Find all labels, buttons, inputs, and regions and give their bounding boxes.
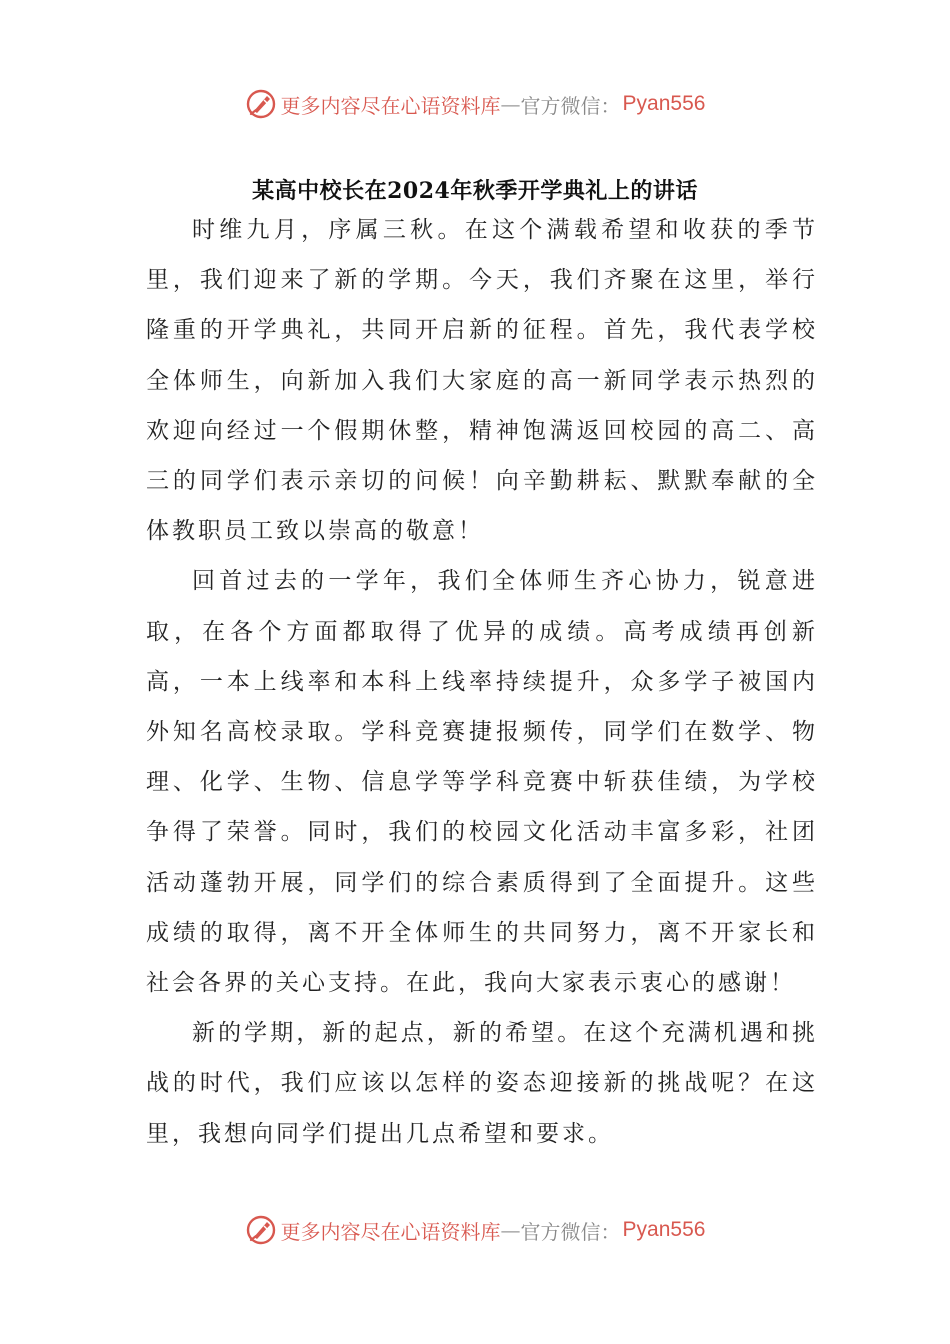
- quill-pen-icon: [245, 88, 277, 120]
- paragraph-2: 回首过去的一学年，我们全体师生齐心协力，锐意进取，在各个方面都取得了优异的成绩。高考成绩再创新高，一本上线率和本科上线率持续提升，众多学子被国内外知名高校录取。学科竞赛捷报频传，同学们在数学、物理、化学、生物、信息学等学科竞赛中斩获佳绩，为学校争得了荣誉。同时，我们的校园文化活动丰富多彩，社团活动蓬勃开展，同学们的综合素质得到了全面提升。这些成绩的取得，离不开全体师生的共同努力，离不开家长和社会各界的关心支持。在此，我向大家表示衷心的感谢！: [146, 568, 818, 997]
- banner-wechat-id: Pyan556: [622, 1218, 706, 1241]
- header-banner: [0, 84, 950, 124]
- banner-separator: —: [500, 1218, 521, 1242]
- quill-pen-icon: [245, 1214, 277, 1246]
- banner-wechat-id: Pyan556: [622, 92, 706, 115]
- paragraph-1: 时维九月，序属三秋。在这个满载希望和收获的季节里，我们迎来了新的学期。今天，我们齐聚在这里，举行隆重的开学典礼，共同开启新的征程。首先，我代表学校全体师生，向新加入我们大家庭的高一新同学表示热烈的欢迎向经过一个假期休整，精神饱满返回校园的高二、高三的同学们表示亲切的问候！向辛勤耕耘、默默奉献的全体教职员工致以崇高的敬意！: [146, 217, 818, 545]
- banner-separator: —: [500, 92, 521, 116]
- banner-site-name: 更多内容尽在心语资料库: [280, 1219, 501, 1244]
- paragraph-3: 新的学期，新的起点，新的希望。在这个充满机遇和挑战的时代，我们应该以怎样的姿态迎接新的挑战呢？在这里，我想向同学们提出几点希望和要求。: [146, 1020, 818, 1147]
- footer-banner: [0, 1210, 950, 1250]
- banner-site-name: 更多内容尽在心语资料库: [280, 93, 501, 118]
- document-body: [146, 205, 818, 1159]
- banner-official-label: 官方微信：: [520, 1219, 621, 1244]
- document-title: 某高中校长在2024年秋季开学典礼上的讲话: [252, 178, 698, 204]
- banner-official-label: 官方微信：: [520, 93, 621, 118]
